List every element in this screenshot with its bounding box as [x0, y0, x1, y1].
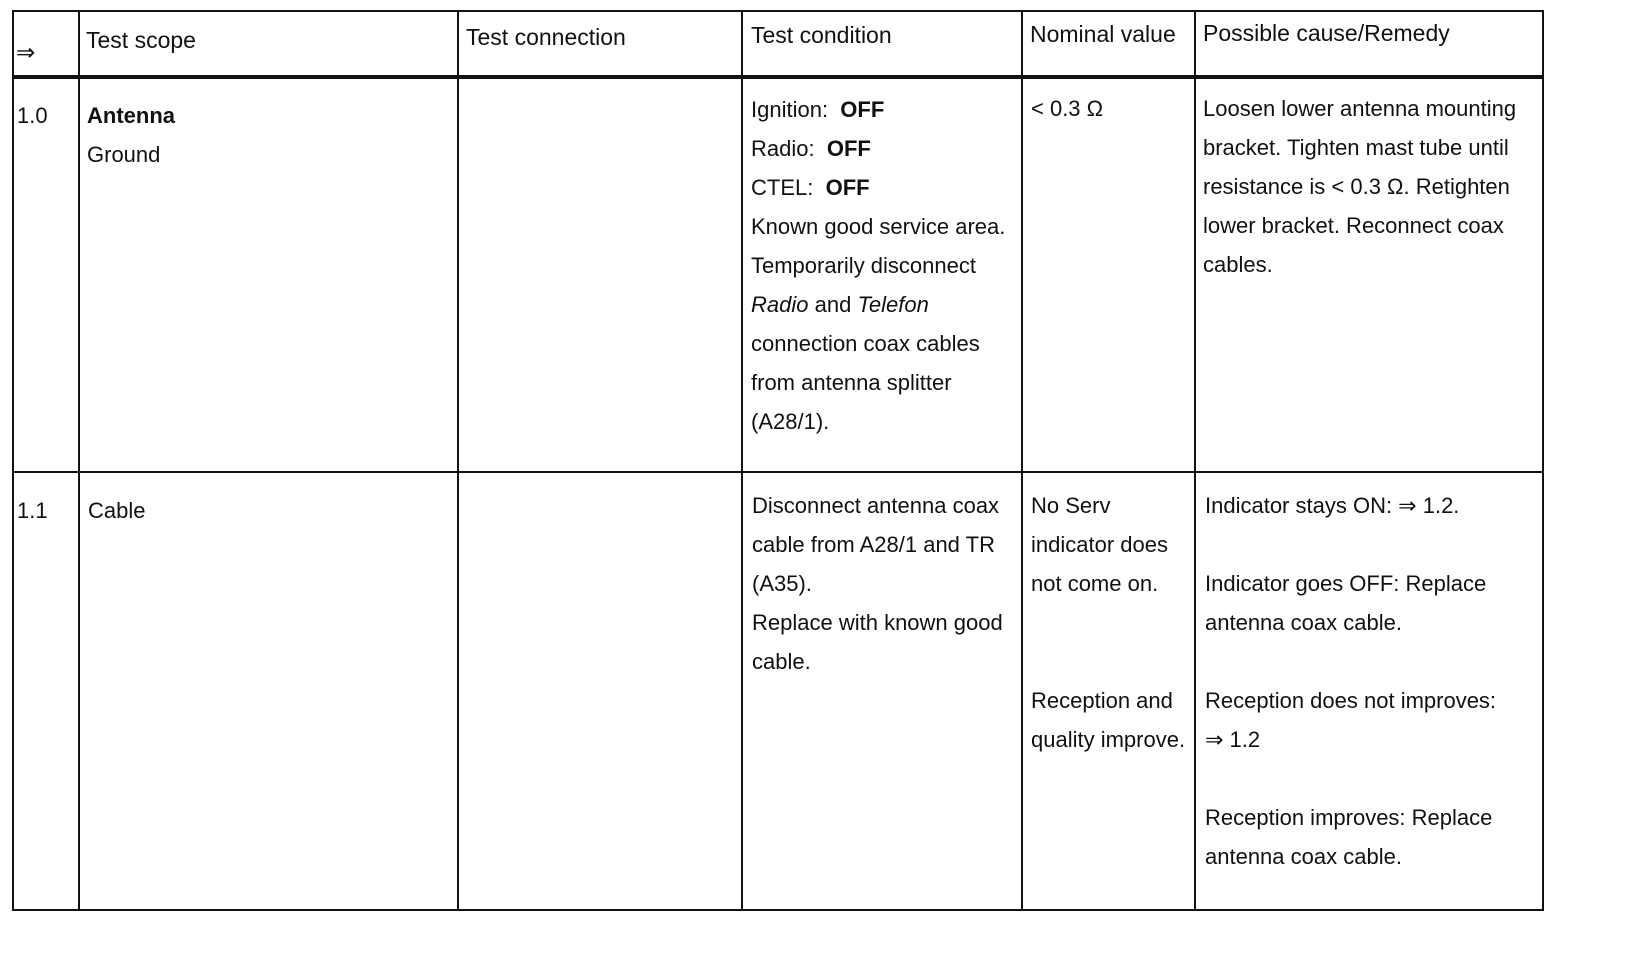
nominal-line: indicator does — [1031, 532, 1168, 557]
header-possible-cause: Possible cause/Remedy — [1203, 20, 1450, 46]
remedy-line: bracket. Tighten mast tube until — [1203, 135, 1509, 160]
scope-title: Cable — [88, 498, 146, 523]
condition-line: Radio and Telefon — [751, 292, 929, 317]
header-test-connection: Test connection — [466, 24, 626, 50]
row-divider — [12, 471, 1544, 473]
row-1-1-step: 1.1 — [17, 498, 48, 523]
spacer — [1031, 603, 1185, 642]
header-arrow — [16, 37, 35, 67]
row-1-1-condition — [752, 486, 1003, 681]
nominal-line: not come on. — [1031, 571, 1159, 596]
remedy-line: lower bracket. Reconnect coax — [1203, 213, 1504, 238]
column-line-nominal — [1194, 10, 1196, 911]
row-1-0-remedy — [1203, 89, 1516, 284]
condition-line: (A28/1). — [751, 409, 830, 434]
row-1-0-scope — [87, 96, 175, 174]
remedy-line: Reception does not improves: — [1205, 688, 1497, 713]
column-line-condition — [1021, 10, 1023, 911]
remedy-line: antenna coax cable. — [1205, 610, 1402, 635]
remedy-line: ⇒ 1.2 — [1205, 727, 1261, 752]
spacer — [1205, 642, 1496, 681]
column-line-scope — [457, 10, 459, 911]
column-line-step — [78, 10, 80, 911]
row-1-0-nominal — [1031, 89, 1103, 128]
scope-subtitle: Ground — [87, 142, 161, 167]
condition-line: Temporarily disconnect — [751, 253, 976, 278]
condition-line: Disconnect antenna coax — [752, 493, 1000, 518]
spacer — [1205, 525, 1496, 564]
condition-line: from antenna splitter — [751, 370, 952, 395]
remedy-line: Indicator goes OFF: Replace — [1205, 571, 1487, 596]
column-line-left — [12, 10, 14, 911]
nominal-line: No Serv — [1031, 493, 1111, 518]
condition-radio: Radio: OFF — [751, 136, 871, 161]
spacer — [1205, 759, 1496, 798]
row-1-0-condition — [751, 90, 1005, 441]
header-test-condition: Test condition — [751, 22, 892, 48]
row-1-1-scope — [88, 491, 145, 530]
row-1-1-remedy — [1205, 486, 1496, 876]
table-border-bottom — [12, 909, 1544, 911]
spacer — [1031, 642, 1185, 681]
table-border-right — [1542, 10, 1544, 911]
header-test-scope: Test scope — [86, 27, 196, 53]
header-nominal-value: Nominal value — [1030, 21, 1176, 47]
column-line-connection — [741, 10, 743, 911]
table-border-top — [12, 10, 1544, 12]
nominal-line: < 0.3 Ω — [1031, 96, 1104, 121]
condition-line: cable. — [752, 649, 811, 674]
arrow-icon: ⇒ — [16, 39, 36, 65]
remedy-line: antenna coax cable. — [1205, 844, 1402, 869]
condition-line: Known good service area. — [751, 214, 1006, 239]
remedy-line: Indicator stays ON: ⇒ 1.2. — [1205, 493, 1460, 518]
condition-ignition: Ignition: OFF — [751, 97, 885, 122]
remedy-line: Reception improves: Replace — [1205, 805, 1493, 830]
row-1-0-step: 1.0 — [17, 103, 48, 128]
condition-line: connection coax cables — [751, 331, 980, 356]
header-divider — [12, 75, 1544, 79]
nominal-line: quality improve. — [1031, 727, 1186, 752]
condition-ctel: CTEL: OFF — [751, 175, 870, 200]
condition-line: cable from A28/1 and TR — [752, 532, 995, 557]
remedy-line: Loosen lower antenna mounting — [1203, 96, 1517, 121]
nominal-line: Reception and — [1031, 688, 1173, 713]
condition-line: (A35). — [752, 571, 812, 596]
remedy-line: cables. — [1203, 252, 1273, 277]
scope-title: Antenna — [87, 103, 175, 128]
condition-line: Replace with known good — [752, 610, 1003, 635]
remedy-line: resistance is < 0.3 Ω. Retighten — [1203, 174, 1510, 199]
row-1-1-nominal — [1031, 486, 1185, 759]
